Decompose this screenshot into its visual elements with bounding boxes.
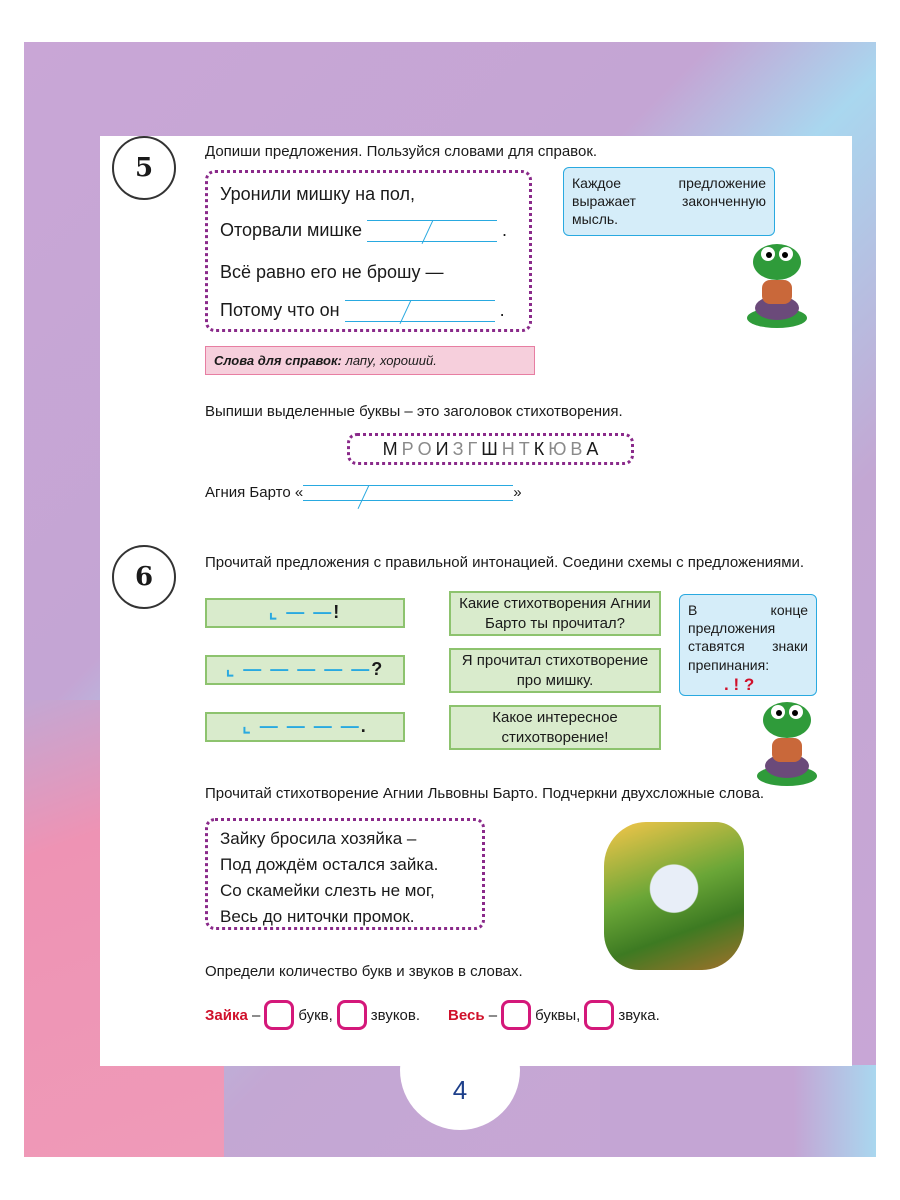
scheme-1[interactable]: ⌞ — — ! [205,598,405,628]
scheme-2[interactable]: ⌞ — — — — — ? [205,655,405,685]
letter: Г [467,438,478,459]
page-number: 4 [452,1075,468,1105]
exercise-number-5: 5 [112,136,176,200]
letter: Р [401,438,414,459]
letter: Т [518,438,530,459]
letter: А [586,438,599,459]
instruction: Прочитай стихотворение Агнии Львовны Барто. Подчеркни двухсложные слова. [205,785,765,802]
letter: В [570,438,583,459]
tip-box: В конце предложения ставятся знаки препинания: . ! ? [679,594,817,696]
decorative-frame-bottom [600,1065,876,1157]
answer-box[interactable] [501,1000,531,1030]
title-answer-line: Агния Барто « » [205,484,522,501]
letter: О [417,438,432,459]
letter: М [382,438,398,459]
punctuation-marks: . ! ? [724,674,755,694]
instruction: Прочитай предложения с правильной интонацией. Соедини схемы с предложениями. [205,554,805,571]
answer-blank[interactable] [367,220,497,242]
answer-blank[interactable] [345,300,495,322]
letter: Н [501,438,515,459]
poem-line: Со скамейки слезть не мог, [220,881,435,900]
poem-line: Зайку бросила хозяйка – [220,829,417,848]
letter: З [452,438,464,459]
poem-line: Оторвали мишке . [220,220,507,242]
poem-line: Уронили мишку на пол, [220,184,415,204]
answer-box[interactable] [584,1000,614,1030]
scheme-3[interactable]: ⌞ — — — — . [205,712,405,742]
frog-icon [742,240,812,330]
sentence-2[interactable]: Я прочитал стихотворение про мишку. [449,648,661,693]
poem-line: Потому что он . [220,300,505,322]
letter: Ш [481,438,498,459]
instruction: Выпиши выделенные буквы – это заголовок стихотворения. [205,403,623,420]
instruction: Определи количество букв и звуков в словах. [205,963,523,980]
poem-line: Весь до ниточки промок. [220,907,415,926]
sentence-1[interactable]: Какие стихотворения Агнии Барто ты прочитал? [449,591,661,636]
answer-blank[interactable] [303,485,513,501]
tip-box: Каждое предложение выражает законченную мысль. [563,167,775,236]
letter: И [435,438,449,459]
sentence-3[interactable]: Какое интересное стихотворение! [449,705,661,750]
answer-box[interactable] [264,1000,294,1030]
frog-icon [752,698,822,788]
bunny-illustration [604,822,744,970]
poem-line: Всё равно его не брошу — [220,262,444,282]
letter: К [533,438,545,459]
letters-box [347,433,634,465]
letter: Ю [548,438,567,459]
exercise-number-6: 6 [112,545,176,609]
poem-line: Под дождём остался зайка. [220,855,439,874]
poem [220,826,438,930]
hint-box: Слова для справок: лапу, хороший. [205,346,535,375]
answer-box[interactable] [337,1000,367,1030]
instruction: Допиши предложения. Пользуйся словами для справок. [205,143,598,160]
letters-sounds-row: Зайка – букв, звуков. Весь – буквы, звука. [205,1000,660,1030]
